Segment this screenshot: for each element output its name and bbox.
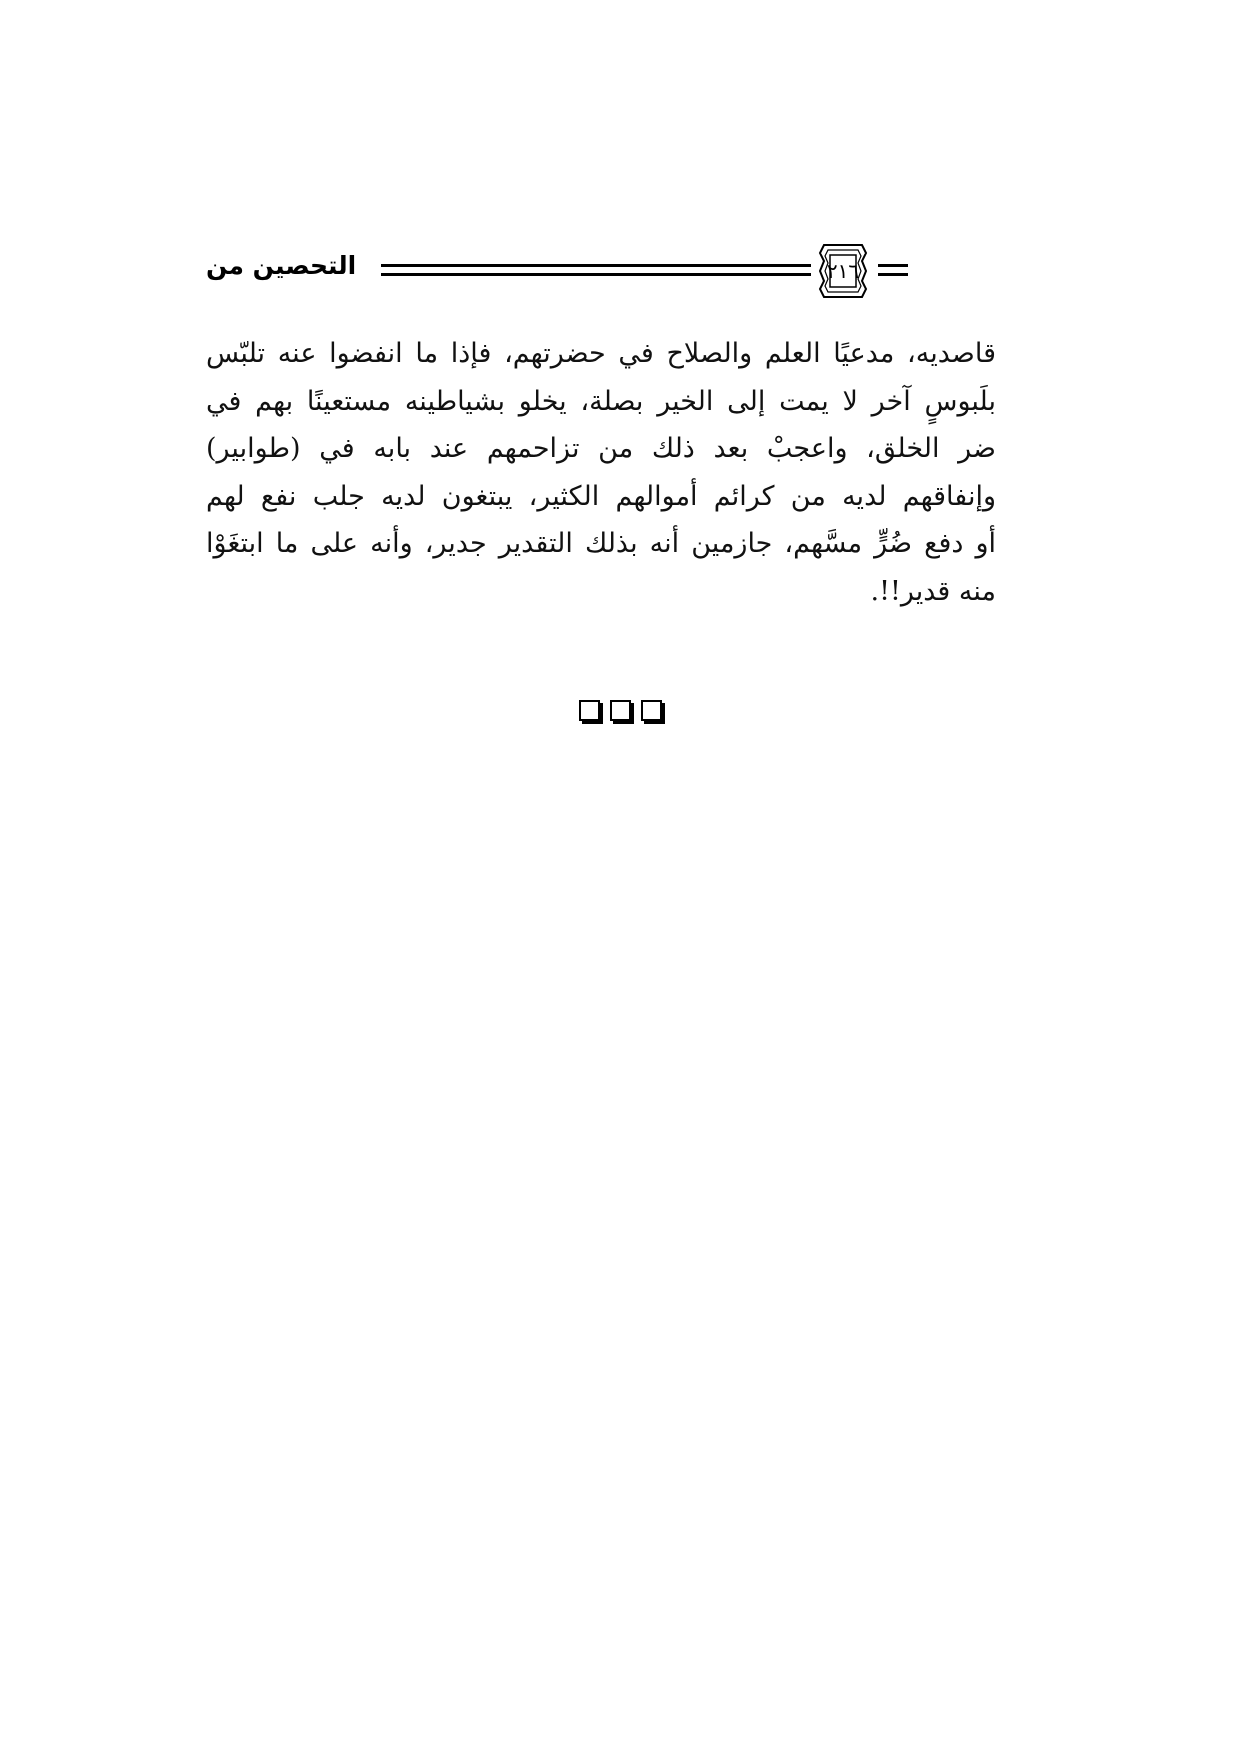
page-number: ٢١٦ (826, 259, 860, 283)
body-line: بلَبوسٍ آخر لا يمت إلى الخير بصلة، يخلو بشياطينه مستعينًا بهم في (206, 385, 996, 417)
header-rule-right (878, 264, 996, 276)
header-title: التحصين من (206, 251, 357, 280)
running-header (206, 240, 996, 300)
body-line: أو دفع ضُرٍّ مسَّهم، جازمين أنه بذلك التقدير جدير، وأنه على ما ابتغَوْا (206, 528, 996, 559)
separator-box-icon (610, 700, 631, 721)
body-line: قاصديه، مدعيًا العلم والصلاح في حضرتهم، فإذا ما انفضوا عنه تلبّس (206, 338, 996, 369)
body-line: وإنفاقهم لديه من كرائم أموالهم الكثير، يبتغون لديه جلب نفع لهم (206, 480, 996, 512)
header-rule-top (381, 264, 811, 267)
section-separator (0, 700, 1240, 730)
body-line: ضر الخلق، واعجبْ بعد ذلك من تزاحمهم عند بابه في (طوابير) (206, 433, 996, 464)
separator-box-icon (641, 700, 662, 721)
page-number-badge (818, 243, 868, 299)
body-line: منه قدير!!. (870, 575, 996, 607)
body-paragraph (206, 330, 996, 615)
header-rule-bottom (381, 273, 811, 276)
separator-box-icon (579, 700, 600, 721)
